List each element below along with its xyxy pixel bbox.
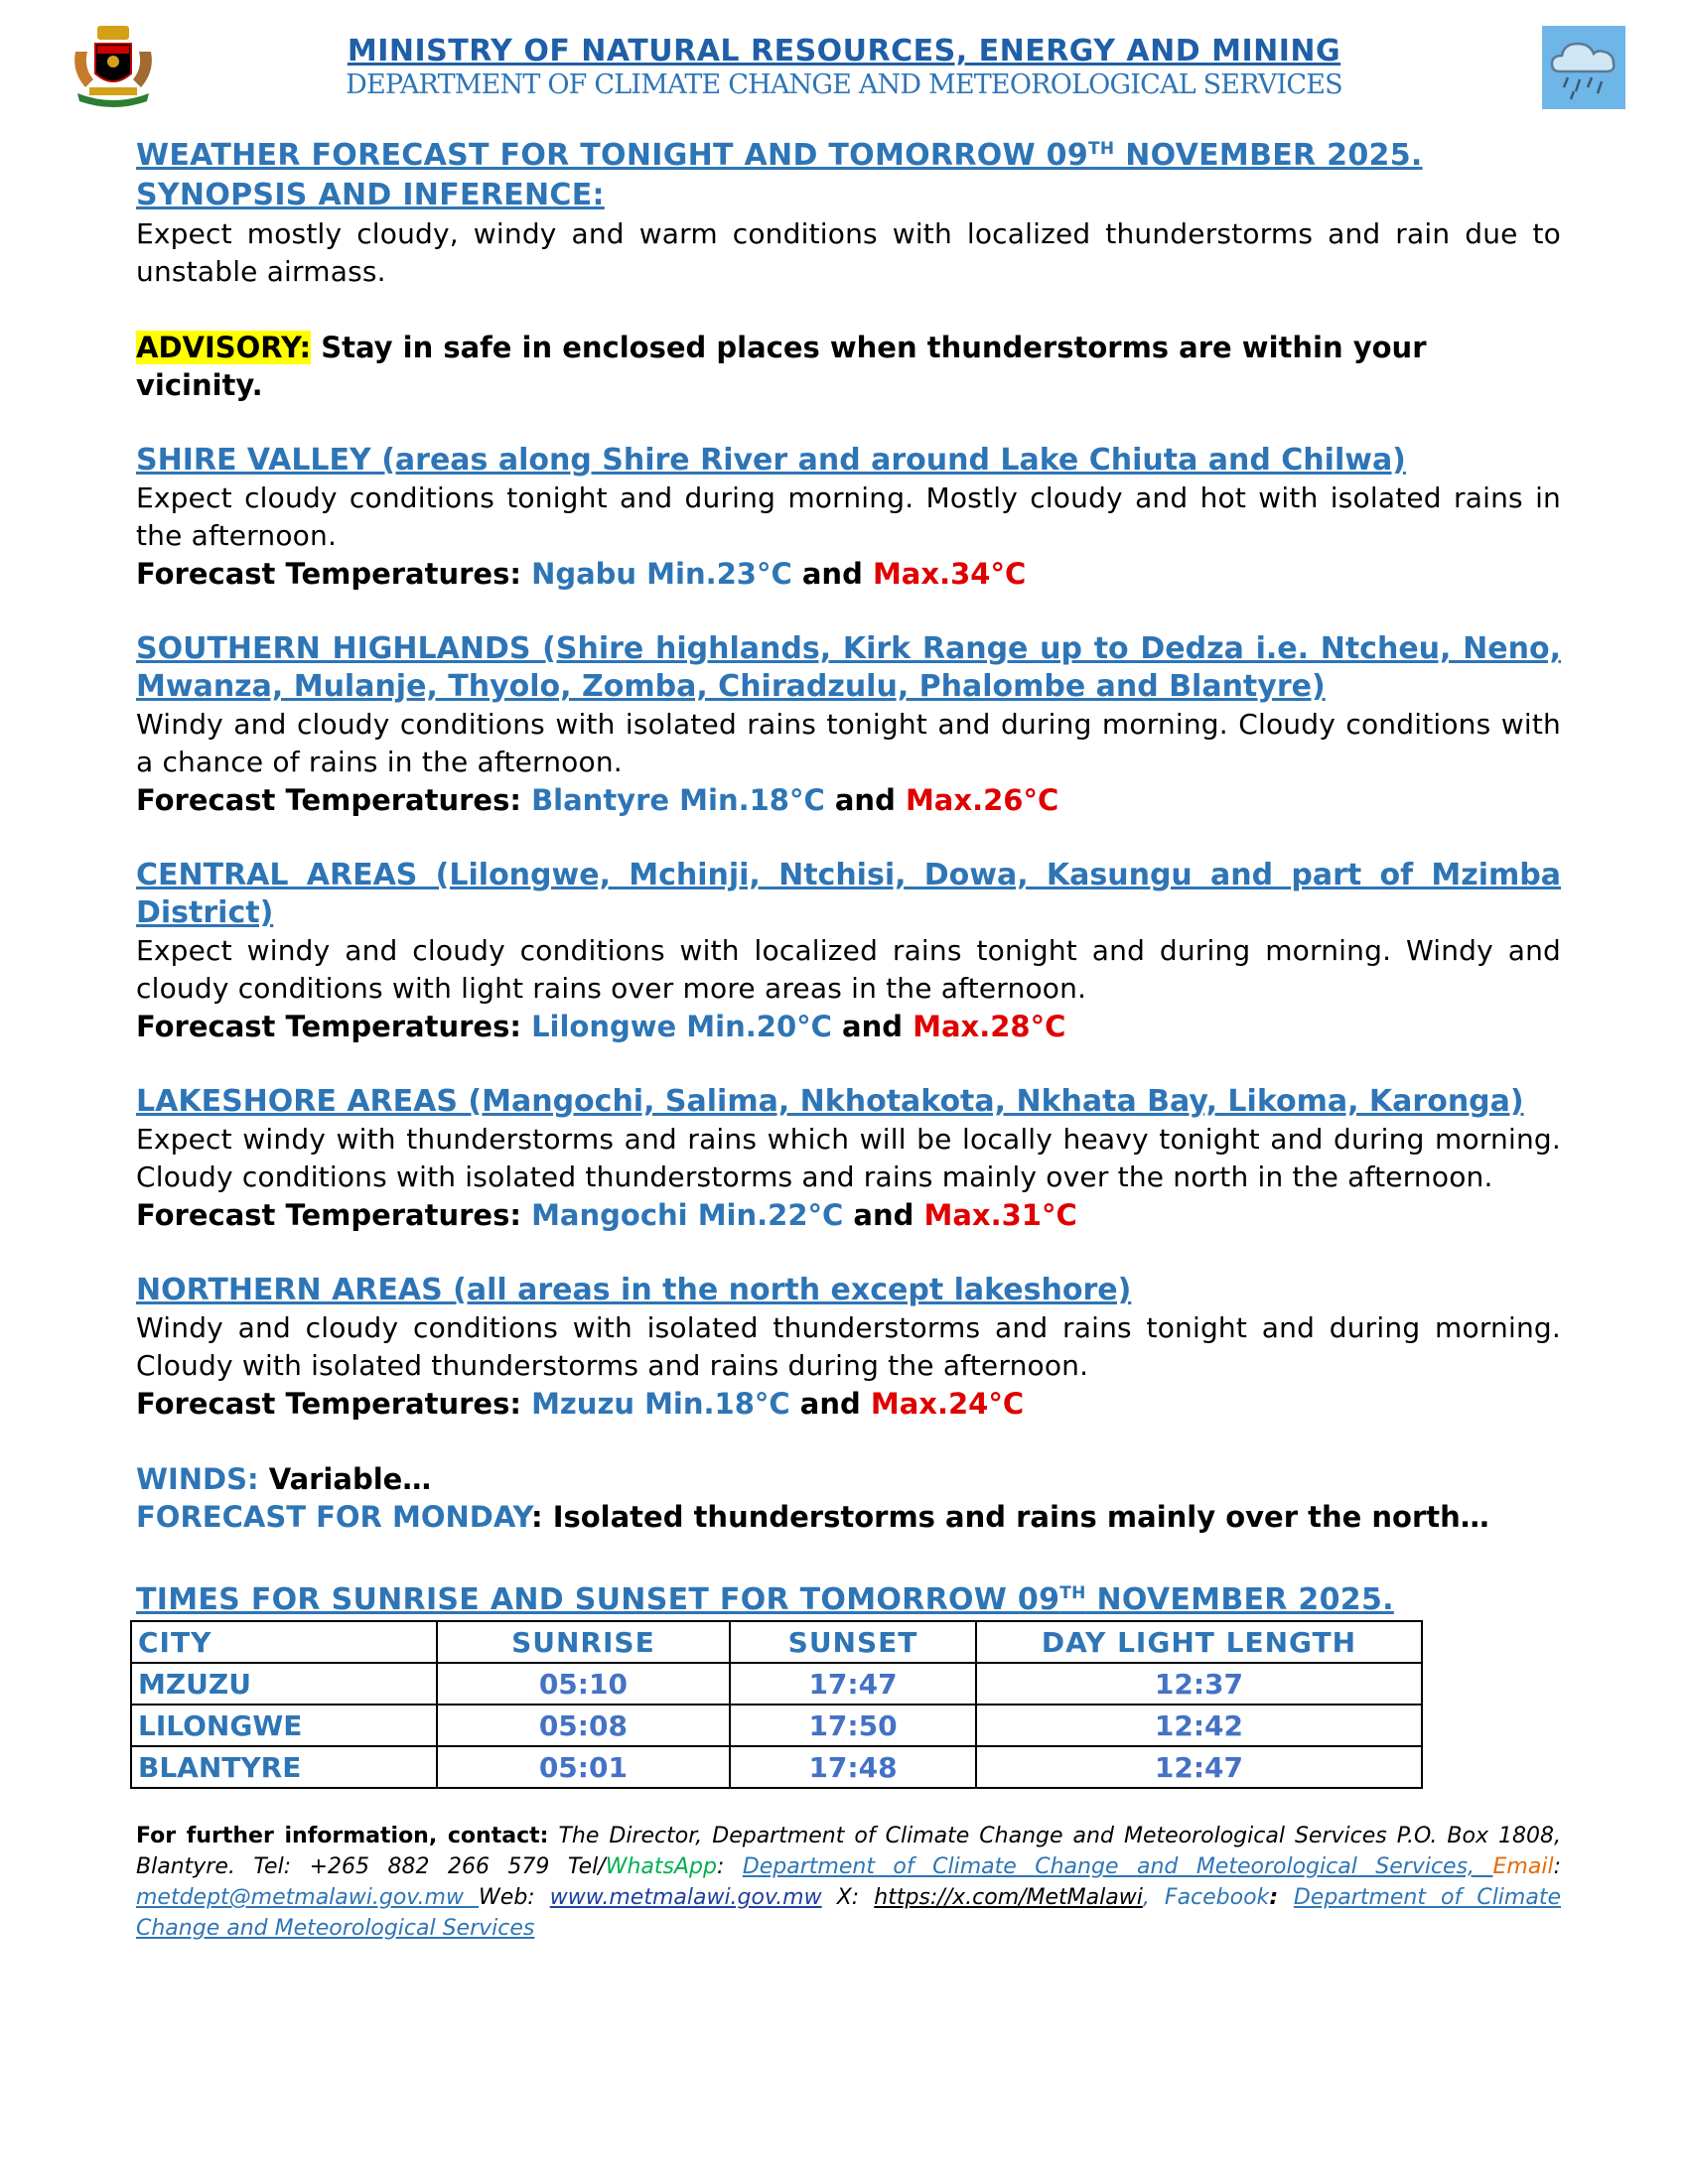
advisory — [136, 329, 1561, 404]
region-title: SHIRE VALLEY (areas along Shire River and around Lake Chiuta and Chilwa) — [136, 443, 1406, 478]
region-title: NORTHERN AREAS (all areas in the north except lakeshore) — [136, 1273, 1132, 1307]
sunrise-cell: 05:01 — [437, 1746, 731, 1788]
region-text: Windy and cloudy conditions with isolated rains tonight and during morning. Cloudy conditions with a chance of rains in the afternoon. — [136, 708, 1561, 778]
city-cell: BLANTYRE — [131, 1746, 437, 1788]
max-temp: Max.28°C — [913, 1010, 1066, 1043]
footer-lead: For further information, contact: — [136, 1824, 549, 1848]
coat-of-arms-icon — [68, 22, 159, 113]
region-title: LAKESHORE AREAS (Mangochi, Salima, Nkhotakota, Nkhata Bay, Likoma, Karonga) — [136, 1084, 1524, 1119]
synopsis-title: SYNOPSIS AND INFERENCE: — [136, 178, 605, 212]
column-header: DAY LIGHT LENGTH — [976, 1621, 1422, 1663]
daylight-cell: 12:42 — [976, 1705, 1422, 1746]
region-text: Expect windy with thunderstorms and rains which will be locally heavy tonight and during morning. Cloudy conditions with isolated thunderstorms and rains mainly over the north in the afternoon. — [136, 1123, 1561, 1193]
max-temp: Max.24°C — [870, 1387, 1025, 1421]
min-temp: Mzuzu Min.18°C — [520, 1387, 790, 1421]
region-title: SOUTHERN HIGHLANDS (Shire highlands, Kirk Range up to Dedza i.e. Ntcheu, Neno, Mwanza, Mulanje, Thyolo, Zomba, Chiradzulu, Phalombe and Blantyre) — [136, 631, 1561, 704]
max-temp: Max.31°C — [923, 1198, 1077, 1232]
advisory-text: Stay in safe in enclosed places when thunderstorms are within your vicinity. — [136, 331, 1427, 402]
min-temp: Lilongwe Min.20°C — [520, 1010, 832, 1043]
sunset-cell: 17:50 — [730, 1705, 976, 1746]
region-text: Expect windy and cloudy conditions with localized rains tonight and during morning. Windy and cloudy conditions with light rains over more areas in the afternoon. — [136, 934, 1561, 1005]
forecast-title: WEATHER FORECAST FOR TONIGHT AND TOMORROW 09TH NOVEMBER 2025. — [136, 138, 1423, 173]
synopsis-text: Expect mostly cloudy, windy and warm conditions with localized thunderstorms and rain due to unstable airmass. — [136, 217, 1561, 288]
min-temp: Ngabu Min.23°C — [520, 557, 792, 591]
advisory-label: ADVISORY: — [136, 331, 312, 364]
region-temperatures: Forecast Temperatures: Lilongwe Min.20°C and Max.28°C — [136, 1010, 1066, 1043]
table-row — [131, 1705, 1422, 1746]
region-title: CENTRAL AREAS (Lilongwe, Mchinji, Ntchisi, Dowa, Kasungu and part of Mzimba District) — [136, 858, 1561, 930]
column-header: SUNSET — [730, 1621, 976, 1663]
region-text: Windy and cloudy conditions with isolated thunderstorms and rains tonight and during morning. Cloudy with isolated thunderstorms and rains during the afternoon. — [136, 1311, 1561, 1382]
sunset-cell: 17:47 — [730, 1663, 976, 1705]
daylight-cell: 12:47 — [976, 1746, 1422, 1788]
sunrise-cell: 05:08 — [437, 1705, 731, 1746]
region-temperatures: Forecast Temperatures: Ngabu Min.23°C and Max.34°C — [136, 557, 1027, 591]
max-temp: Max.34°C — [872, 557, 1027, 591]
table-row — [131, 1663, 1422, 1705]
x-link[interactable]: https://x.com/MetMalawi — [874, 1885, 1143, 1910]
ministry-name: MINISTRY OF NATURAL RESOURCES, ENERGY AND MINING — [347, 34, 1341, 68]
region-temperatures: Forecast Temperatures: Mzuzu Min.18°C and Max.24°C — [136, 1387, 1025, 1421]
sun-times-table — [130, 1620, 1423, 1789]
rain-cloud-icon — [1542, 26, 1625, 109]
sun-times-title: TIMES FOR SUNRISE AND SUNSET FOR TOMORROW 09TH NOVEMBER 2025. — [136, 1582, 1394, 1617]
column-header: CITY — [131, 1621, 437, 1663]
region-temperatures: Forecast Temperatures: Mangochi Min.22°C and Max.31°C — [136, 1198, 1077, 1232]
region-temperatures: Forecast Temperatures: Blantyre Min.18°C and Max.26°C — [136, 783, 1059, 817]
department-name: DEPARTMENT OF CLIMATE CHANGE AND METEOROLOGICAL SERVICES — [346, 69, 1342, 100]
table-header-row — [131, 1621, 1422, 1663]
winds-line: WINDS: Variable… — [136, 1462, 432, 1496]
contact-footer: For further information, contact: The Director, Department of Climate Change and Meteorological Services P.O. Box 1808, Blantyre. Tel: +265 882 266 579 Tel/WhatsApp: Department of Climate Change and Meteorological Services, Email: metdept@metmalawi.gov.mw Web: www.metmalawi.gov.mw X: https://x.com/MetMalawi, Facebook: Department of Climate Change and Meteorological Services — [136, 1824, 1561, 1941]
max-temp: Max.26°C — [905, 783, 1059, 817]
monday-forecast: FORECAST FOR MONDAY: Isolated thunderstorms and rains mainly over the north… — [136, 1500, 1489, 1534]
website-link[interactable]: www.metmalawi.gov.mw — [549, 1885, 822, 1910]
table-row — [131, 1746, 1422, 1788]
main-content — [136, 129, 1561, 1944]
column-header: SUNRISE — [437, 1621, 731, 1663]
email-link[interactable]: metdept@metmalawi.gov.mw — [136, 1885, 480, 1910]
daylight-cell: 12:37 — [976, 1663, 1422, 1705]
region-text: Expect cloudy conditions tonight and during morning. Mostly cloudy and hot with isolated rains in the afternoon. — [136, 481, 1561, 552]
city-cell: MZUZU — [131, 1663, 437, 1705]
min-temp: Blantyre Min.18°C — [520, 783, 825, 817]
sunset-cell: 17:48 — [730, 1746, 976, 1788]
facebook-link[interactable]: Department of Climate Change and Meteorological Services — [136, 1885, 1561, 1941]
city-cell: LILONGWE — [131, 1705, 437, 1746]
min-temp: Mangochi Min.22°C — [520, 1198, 844, 1232]
department-link[interactable]: Department of Climate Change and Meteorological Services, — [742, 1854, 1493, 1879]
sunrise-cell: 05:10 — [437, 1663, 731, 1705]
